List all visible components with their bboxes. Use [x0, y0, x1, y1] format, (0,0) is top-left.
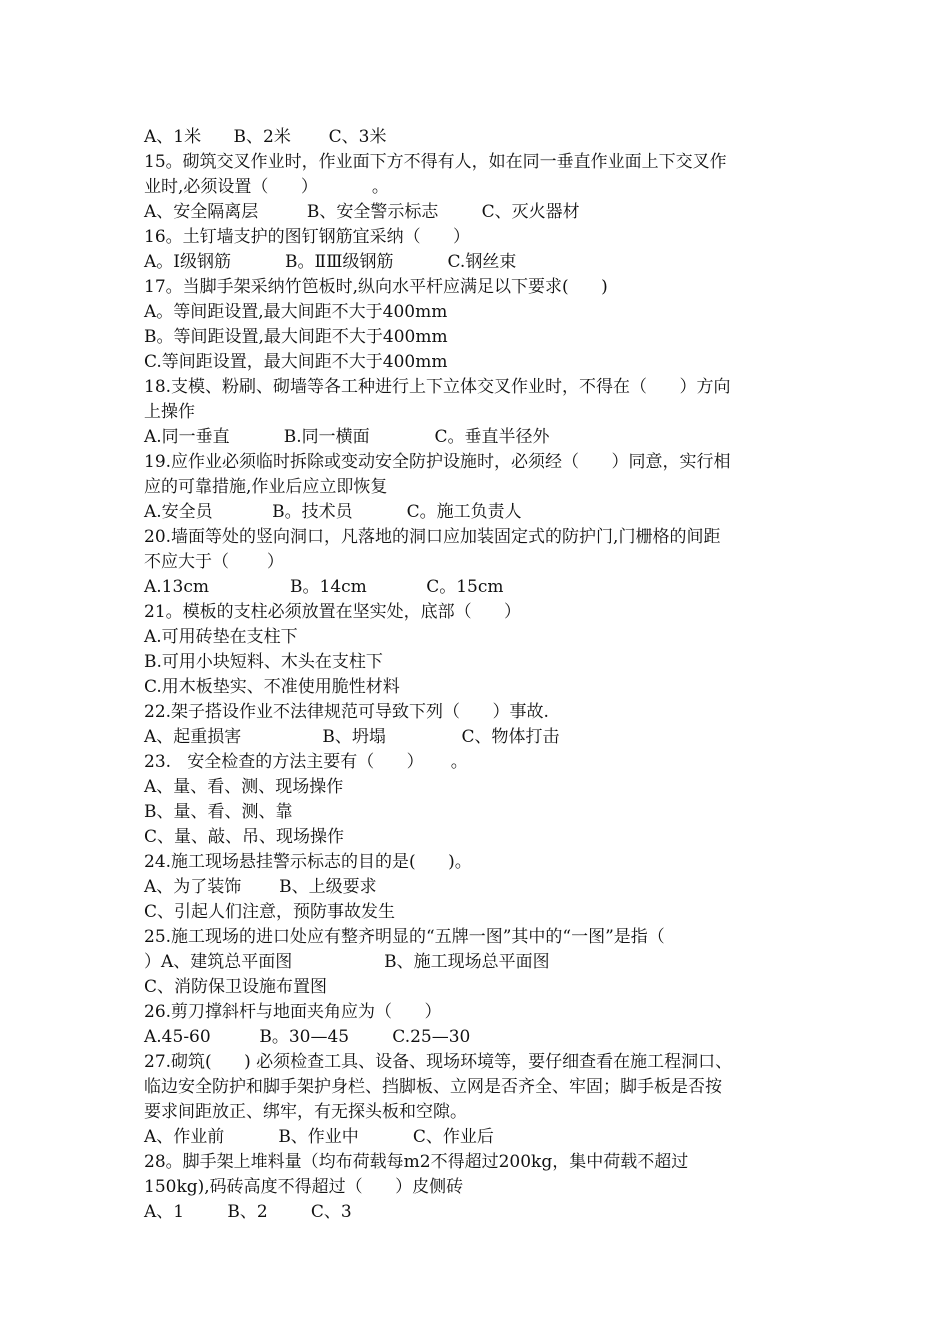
answer-option-q24-c: C、引起人们注意，预防事故发生 [144, 902, 396, 922]
answer-options-q18: A.同一垂直 B.同一横面 C。垂直半径外 [144, 427, 550, 447]
answer-options-q16: A。Ⅰ级钢筋 B。ⅡⅢ级钢筋 C.钢丝束 [144, 252, 517, 272]
answer-options-q22: A、起重损害 B、坍塌 C、物体打击 [144, 727, 560, 747]
question-28-line-2: 150kg),码砖高度不得超过（ ）皮侧砖 [144, 1177, 464, 1197]
question-23: 23. 安全检查的方法主要有（ ） 。 [144, 752, 468, 772]
answer-options-q24-ab: A、为了装饰 B、上级要求 [144, 877, 377, 897]
answer-options-q28: A、1 B、2 C、3 [144, 1202, 352, 1222]
answer-options-q19: A.安全员 B。技术员 C。施工负责人 [144, 502, 522, 522]
question-15-line-1: 15。砌筑交叉作业时，作业面下方不得有人，如在同一垂直作业面上下交叉作 [144, 152, 727, 172]
answer-option-q23-b: B、量、看、测、靠 [144, 802, 293, 822]
answer-options-q15: A、安全隔离层 B、安全警示标志 C、灭火器材 [144, 202, 580, 222]
answer-options-q27: A、作业前 B、作业中 C、作业后 [144, 1127, 494, 1147]
question-21: 21。模板的支柱必须放置在坚实处，底部（ ） [144, 602, 522, 622]
answer-options-q20: A.13cm B。14cm C。15cm [144, 577, 504, 597]
answer-option-q17-b: B。等间距设置,最大间距不大于400mm [144, 327, 448, 347]
question-22: 22.架子搭设作业不法律规范可导致下列（ ）事故. [144, 702, 549, 722]
question-18-line-1: 18.支模、粉刷、砌墙等各工种进行上下立体交叉作业时，不得在（ ）方向 [144, 377, 731, 397]
answer-option-q23-a: A、量、看、测、现场操作 [144, 777, 344, 797]
answer-option-q21-a: A.可用砖垫在支柱下 [144, 627, 298, 647]
answer-options-q25-ab: ）A、建筑总平面图 B、施工现场总平面图 [144, 952, 550, 972]
answer-option-q25-c: C、消防保卫设施布置图 [144, 977, 328, 997]
question-19-line-1: 19.应作业必须临时拆除或变动安全防护设施时，必须经（ ）同意，实行相 [144, 452, 731, 472]
question-17: 17。当脚手架采纳竹笆板时,纵向水平杆应满足以下要求( ) [144, 277, 608, 297]
answer-options-q14: A、1米 B、2米 C、3米 [144, 127, 387, 147]
question-20-line-1: 20.墙面等处的竖向洞口，凡落地的洞口应加装固定式的防护门,门栅格的间距 [144, 527, 721, 547]
question-19-line-2: 应的可靠措施,作业后应立即恢复 [144, 477, 388, 497]
question-27-line-3: 要求间距放正、绑牢，有无探头板和空隙。 [144, 1102, 467, 1122]
answer-option-q23-c: C、量、敲、吊、现场操作 [144, 827, 345, 847]
question-24: 24.施工现场悬挂警示标志的目的是( )。 [144, 852, 472, 872]
question-25: 25.施工现场的进口处应有整齐明显的“五牌一图”其中的“一图”是指（ [144, 927, 665, 947]
question-27-line-1: 27.砌筑( ) 必须检查工具、设备、现场环境等，要仔细查看在施工程洞口、 [144, 1052, 733, 1072]
question-26: 26.剪刀撑斜杆与地面夹角应为（ ） [144, 1002, 442, 1022]
question-18-line-2: 上操作 [144, 402, 195, 422]
answer-option-q17-a: A。等间距设置,最大间距不大于400mm [144, 302, 448, 322]
question-27-line-2: 临边安全防护和脚手架护身栏、挡脚板、立网是否齐全、牢固；脚手板是否按 [144, 1077, 722, 1097]
question-15-line-2: 业时,必须设置（ ） 。 [144, 177, 389, 197]
question-20-line-2: 不应大于（ ） [144, 552, 284, 572]
answer-option-q21-b: B.可用小块短料、木头在支柱下 [144, 652, 383, 672]
answer-option-q21-c: C.用木板垫实、不准使用脆性材料 [144, 677, 400, 697]
question-16: 16。土钉墙支护的图钉钢筋宜采纳（ ） [144, 227, 471, 247]
answer-options-q26: A.45-60 B。30—45 C.25—30 [144, 1027, 471, 1047]
answer-option-q17-c: C.等间距设置，最大间距不大于400mm [144, 352, 448, 372]
question-28-line-1: 28。脚手架上堆料量（均布荷载每m2不得超过200kg，集中荷载不超过 [144, 1152, 689, 1172]
